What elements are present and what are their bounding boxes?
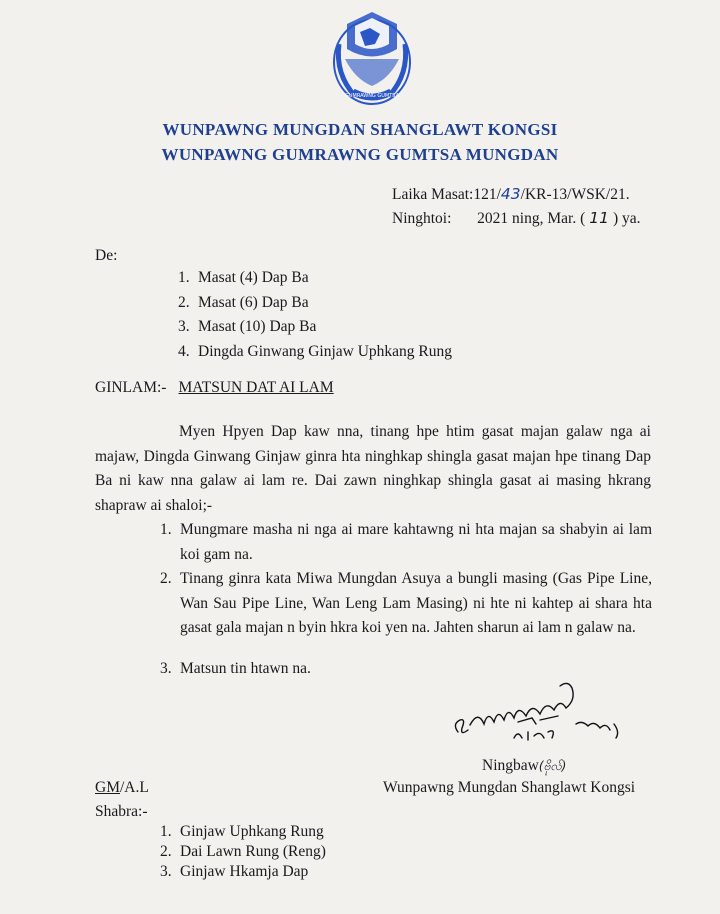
handwritten-ref-number: 43 [500, 185, 521, 203]
handwritten-signature [448, 680, 658, 750]
recipients-label: De: [95, 247, 118, 264]
reference-number: Laika Masat:121/43/KR-13/WSK/21. [392, 185, 630, 203]
body-point-2: 2. Tinang ginra kata Miwa Mungdan Asuya a bungli masing (Gas Pipe Line, Wan Sau Pipe Line, Wan Leng Lam Masing) ni hte ni kahtep ai shara hta gasat gala majan n byin hkra koi yen na. Jahten sharun ai lam n galaw na. [160, 570, 652, 636]
emblem-ribbon-text: GUMRAWNG GUMTSA [344, 93, 400, 99]
list-item: 4. Dingda Ginwang Ginjaw Uphkang Rung [178, 342, 452, 360]
signatory-organization: Wunpawng Mungdan Shanglawt Kongsi [383, 779, 636, 796]
organization-name-line2: WUNPAWNG GUMRAWNG GUMTSA MUNGDAN [161, 145, 559, 164]
organization-emblem-logo [325, 4, 420, 109]
list-item: 2. Dai Lawn Rung (Reng) [160, 843, 326, 860]
subject-text: MATSUN DAT AI LAM [178, 379, 334, 396]
initials-reference: GM/A.L [95, 779, 149, 796]
handwritten-date-day: 11 [589, 209, 609, 227]
body-point-3: 3. Matsun tin htawn na. [160, 660, 311, 677]
recipients-list [178, 266, 452, 364]
cc-label: Shabra:- [95, 803, 148, 820]
body-point-1: 1. Mungmare masha ni nga ai mare kahtawng ni hta majan sa shabyin ai lam koi gam na. [160, 521, 652, 563]
list-item: 3. Ginjaw Hkamja Dap [160, 863, 309, 880]
body-paragraph: Myen Hpyen Dap kaw nna, tinang hpe htim gasat majan galaw nga ai majaw, Dingda Ginwang Ginjaw ginra hta ninghkap shingla gasat majan hpe tinang Dap Ba ni kaw nna galaw ai lam re. Dai zawn ninghkap shingla gasat ai masing hkrang shapraw ai shaloi;- [95, 423, 651, 514]
list-item: 1. Masat (4) Dap Ba [178, 269, 309, 286]
organization-name-line1: WUNPAWNG MUNGDAN SHANGLAWT KONGSI [162, 120, 558, 139]
list-item: 1. Ginjaw Uphkang Rung [160, 823, 324, 840]
cc-list [160, 822, 326, 882]
list-item: 3. Masat (10) Dap Ba [178, 318, 317, 335]
list-item: 2. Masat (6) Dap Ba [178, 293, 309, 311]
subject-line [95, 379, 334, 397]
ningbaw-title: Ningbaw(ဗိုလ်) [482, 757, 567, 774]
subject-label: GINLAM:- [95, 379, 167, 396]
letter-date: Ninghtoi: 2021 ning, Mar. ( 11 ) ya. [392, 209, 641, 227]
handwritten-rank-note: (ဗိုလ်) [538, 759, 567, 773]
